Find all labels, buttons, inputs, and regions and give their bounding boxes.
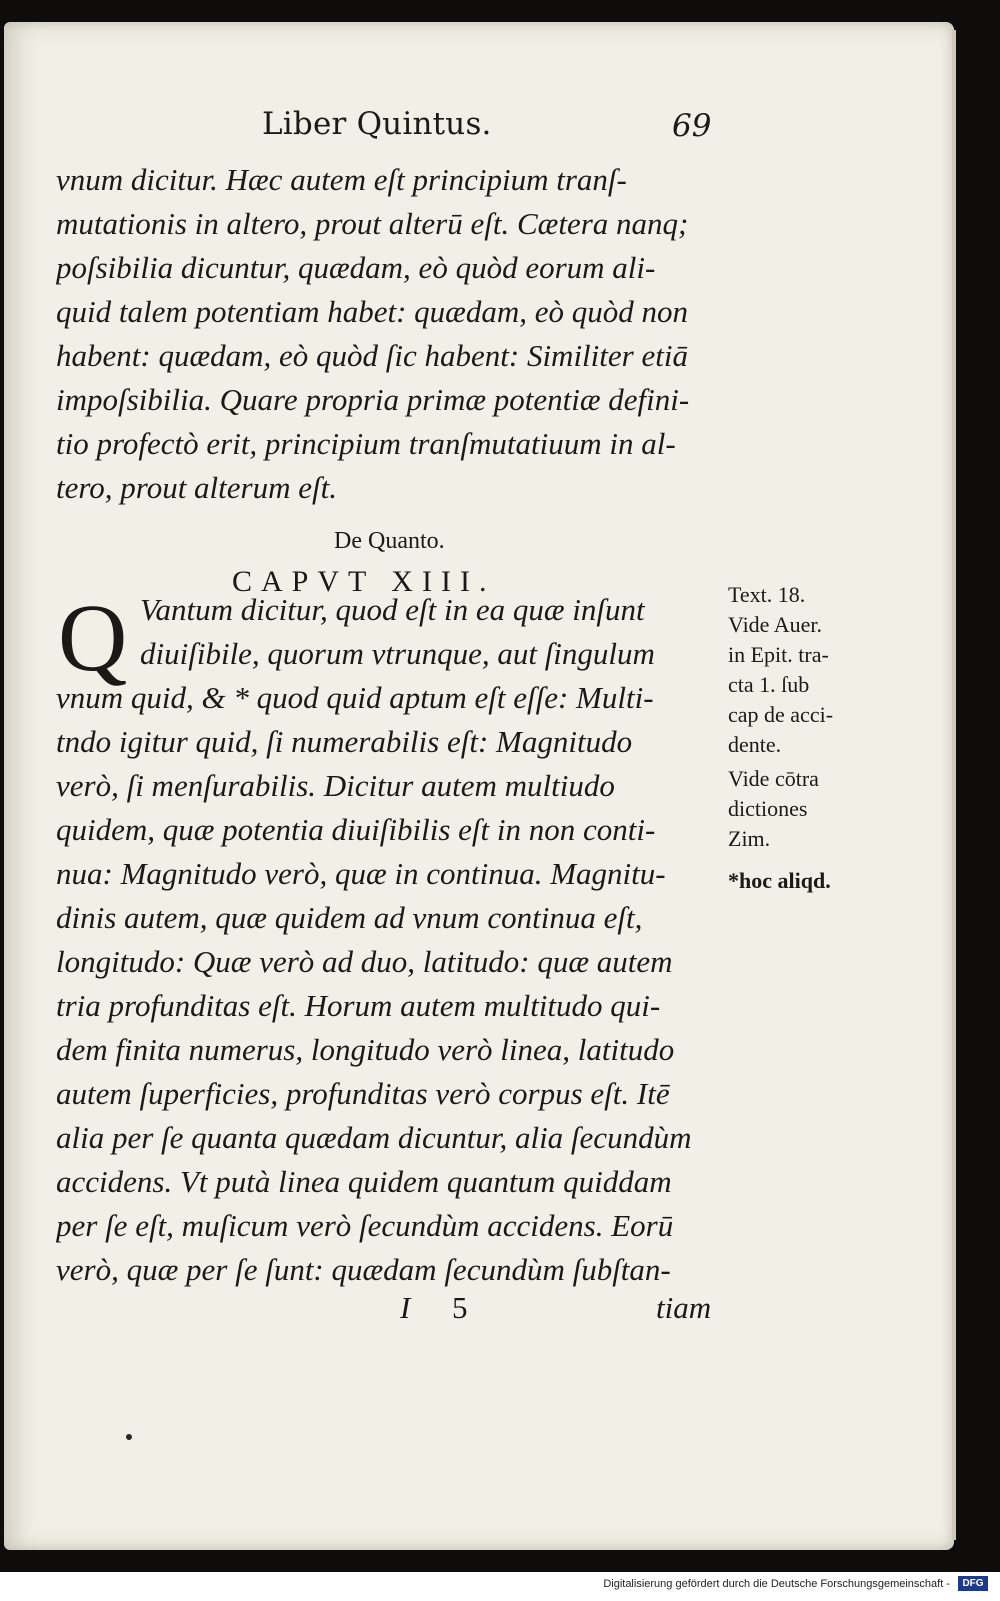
margin-note: Vide Auer. <box>728 612 822 637</box>
text-line: dinis autem, quæ quidem ad vnum continua eſt, <box>56 900 643 935</box>
margin-note: cta 1. ſub <box>728 672 810 697</box>
text-line: alia per ſe quanta quædam dicuntur, alia ſecundùm <box>56 1120 692 1155</box>
digitization-credit: Digitalisierung gefördert durch die Deutsche Forschungsgemeinschaft - <box>603 1578 950 1590</box>
margin-note: cap de acci- <box>728 702 834 727</box>
text-line: vnum dicitur. Hæc autem eſt principium tranſ- <box>56 162 627 197</box>
margin-note: *hoc aliqd. <box>728 868 831 893</box>
text-line: tero, prout alterum eſt. <box>56 470 337 505</box>
text-line: quid talem potentiam habet: quædam, eò quòd non <box>56 294 688 329</box>
signature-number: 5 <box>452 1290 468 1325</box>
text-line: nua: Magnitudo verò, quæ in continua. Magnitu- <box>56 856 666 891</box>
text-line: quidem, quæ potentia diuiſibilis eſt in non conti- <box>56 812 656 847</box>
dfg-logo: DFG <box>958 1576 988 1591</box>
margin-note: Zim. <box>728 826 771 851</box>
text-line: Vantum dicitur, quod eſt in ea quæ inſunt <box>140 592 645 627</box>
text-line: poſsibilia dicuntur, quædam, eò quòd eorum ali- <box>56 250 656 285</box>
margin-note: Text. 18. <box>728 582 806 607</box>
catchword: tiam <box>656 1290 712 1325</box>
text-line: verò, ſi menſurabilis. Dicitur autem multiudo <box>56 768 615 803</box>
ink-speck <box>126 1434 132 1440</box>
text-line: verò, quæ per ſe ſunt: quædam ſecundùm ſubſtan- <box>56 1252 671 1287</box>
text-line: tio profectò erit, principium tranſmutatiuum in al- <box>56 426 676 461</box>
page-header <box>0 106 1000 154</box>
margin-note: dictiones <box>728 796 808 821</box>
text-line: vnum quid, & * quod quid aptum eſt eſſe: Multi- <box>56 680 654 715</box>
section-subtitle: De Quanto. <box>334 528 445 554</box>
text-line: tria profunditas eſt. Horum autem multitudo qui- <box>56 988 661 1023</box>
margin-note: in Epit. tra- <box>728 642 829 667</box>
text-line: dem finita numerus, longitudo verò linea, latitudo <box>56 1032 675 1067</box>
margin-note: Vide cōtra <box>728 766 819 791</box>
text-line: impoſsibilia. Quare propria primæ potentiæ defini- <box>56 382 690 417</box>
drop-cap: Q <box>58 584 128 691</box>
text-line: longitudo: Quæ verò ad duo, latitudo: quæ autem <box>56 944 673 979</box>
running-head: Liber Quintus. <box>262 106 492 142</box>
page-edge <box>952 30 956 1540</box>
text-line: per ſe eſt, muſicum verò ſecundùm accidens. Eorū <box>56 1208 674 1243</box>
text-line: accidens. Vt putà linea quidem quantum quiddam <box>56 1164 672 1199</box>
text-line: mutationis in altero, prout alterū eſt. Cætera nanq; <box>56 206 689 241</box>
chapter-heading: CAPVT XIII. <box>232 565 496 598</box>
margin-note: dente. <box>728 732 782 757</box>
text-line: tndo igitur quid, ſi numerabilis eſt: Magnitudo <box>56 724 633 759</box>
page-number: 69 <box>672 108 712 144</box>
signature-letter: I <box>400 1290 411 1325</box>
text-line: diuiſibile, quorum vtrunque, aut ſingulum <box>140 636 655 671</box>
text-line: autem ſuperficies, profunditas verò corpus eſt. Itē <box>56 1076 670 1111</box>
text-line: habent: quædam, eò quòd ſic habent: Similiter etiā <box>56 338 688 373</box>
